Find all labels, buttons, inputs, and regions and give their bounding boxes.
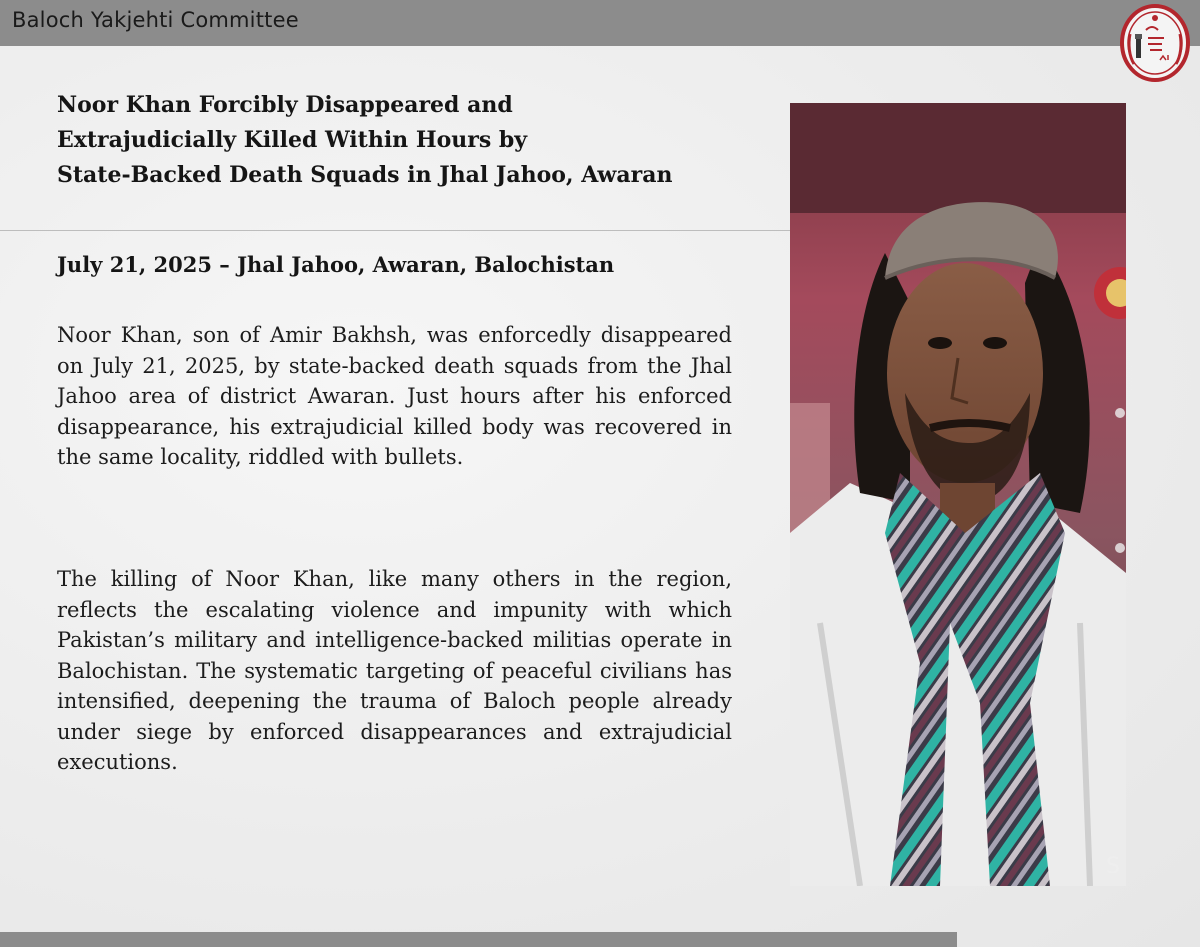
byc-logo-icon	[1120, 4, 1190, 82]
victim-portrait-image	[790, 103, 1126, 886]
paragraph-1: Noor Khan, son of Amir Bakhsh, was enforcedly disappeared on July 21, 2025, by state-backed death squads from the Jhal Jahoo area of district Awaran. Just hours after his enforced disappearance, his extrajudicial killed body was recovered in the same locality, riddled with bullets.	[57, 323, 732, 469]
title-line: Extrajudicially Killed Within Hours by	[57, 127, 528, 153]
victim-photo	[790, 103, 1126, 886]
footer-bar	[0, 932, 957, 947]
article-title	[57, 88, 777, 193]
dateline: July 21, 2025 – Jhal Jahoo, Awaran, Balochistan	[57, 252, 615, 277]
title-line: State-Backed Death Squads in Jhal Jahoo, Awaran	[57, 162, 673, 188]
org-name: Baloch Yakjehti Committee	[12, 8, 299, 32]
title-line: Noor Khan Forcibly Disappeared and	[57, 92, 513, 118]
paragraph-2: The killing of Noor Khan, like many others in the region, reflects the escalating violence and impunity with which Pakistan’s military and intelligence-backed militias operate in Balochistan. The systematic targeting of peaceful civilians has intensified, deepening the trauma of Baloch people already under siege by enforced disappearances and extrajudicial executions.	[57, 567, 732, 774]
header-bar	[0, 0, 1200, 46]
photo-watermark: S	[1106, 854, 1120, 879]
title-divider	[0, 230, 790, 231]
